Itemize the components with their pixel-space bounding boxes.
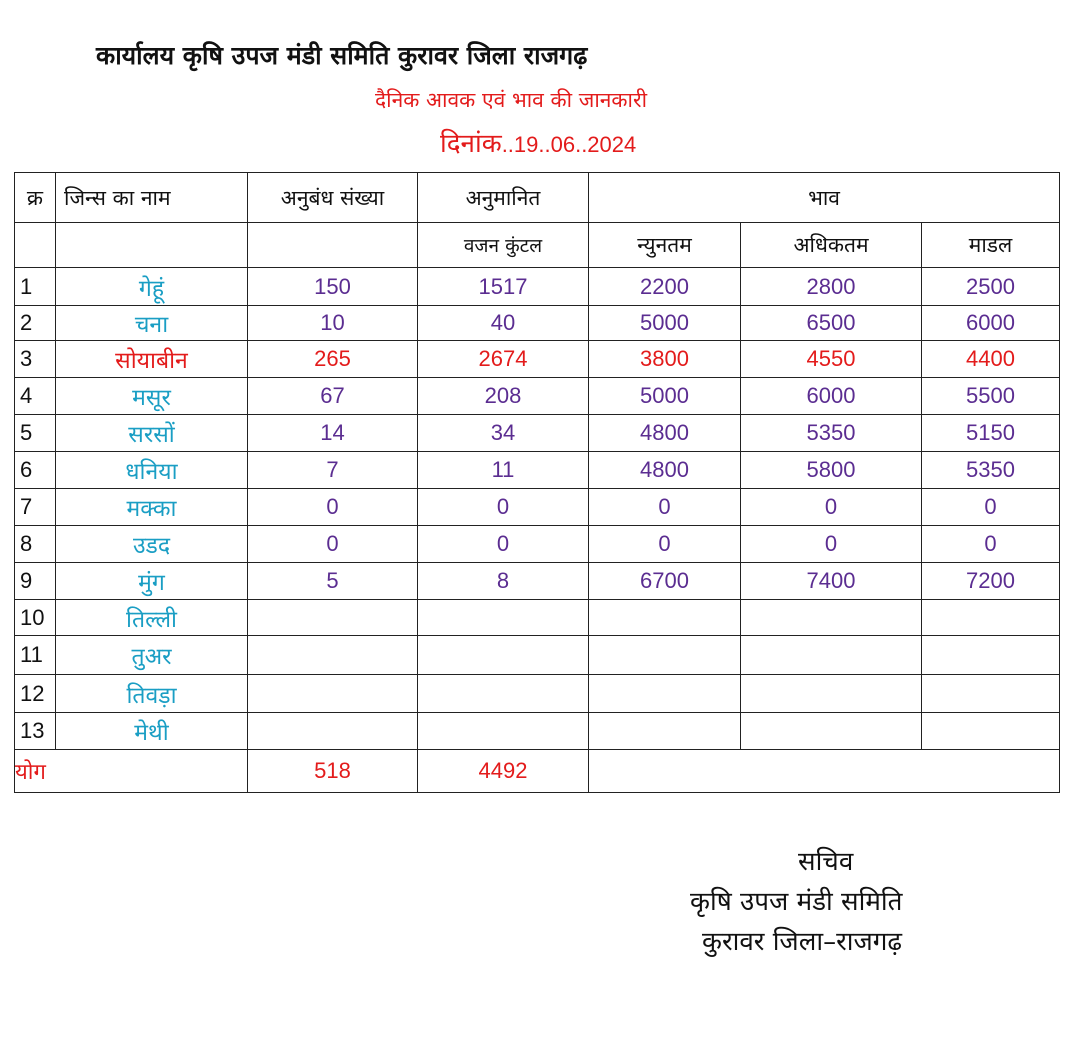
serial-number-cell: 11	[15, 636, 56, 675]
header-empty-cell	[248, 223, 418, 268]
table-row	[15, 341, 1060, 378]
signature-designation: सचिव	[798, 847, 854, 877]
commodity-name-cell: तिल्ली	[56, 600, 248, 636]
contracts-cell	[248, 713, 418, 750]
min-price-cell: 0	[589, 489, 741, 526]
modal-price-cell: 5500	[922, 378, 1060, 415]
header-estimated: अनुमानित	[418, 173, 589, 223]
commodity-name-cell: सरसों	[56, 415, 248, 452]
max-price-cell: 0	[741, 489, 922, 526]
weight-cell: 0	[418, 526, 589, 563]
contracts-cell: 5	[248, 563, 418, 600]
commodity-name-cell: मक्का	[56, 489, 248, 526]
contracts-cell: 0	[248, 526, 418, 563]
header-price-group: भाव	[589, 173, 1060, 223]
min-price-cell: 4800	[589, 415, 741, 452]
modal-price-cell: 6000	[922, 306, 1060, 341]
table-row	[15, 713, 1060, 750]
max-price-cell	[741, 675, 922, 713]
contracts-cell	[248, 600, 418, 636]
table-row	[15, 415, 1060, 452]
modal-price-cell: 2500	[922, 268, 1060, 306]
serial-number-cell: 3	[15, 341, 56, 378]
weight-cell: 0	[418, 489, 589, 526]
date-value: ..19..06..2024	[501, 132, 637, 157]
max-price-cell: 0	[741, 526, 922, 563]
contracts-cell	[248, 636, 418, 675]
contracts-cell	[248, 675, 418, 713]
total-row	[15, 750, 1060, 793]
weight-cell: 208	[418, 378, 589, 415]
max-price-cell: 6000	[741, 378, 922, 415]
contracts-cell: 10	[248, 306, 418, 341]
max-price-cell: 6500	[741, 306, 922, 341]
weight-cell: 11	[418, 452, 589, 489]
total-contracts: 518	[248, 750, 418, 793]
table-row	[15, 636, 1060, 675]
header-empty-cell	[56, 223, 248, 268]
modal-price-cell: 0	[922, 526, 1060, 563]
weight-cell: 40	[418, 306, 589, 341]
min-price-cell: 3800	[589, 341, 741, 378]
min-price-cell	[589, 636, 741, 675]
header-row-1	[15, 173, 1060, 223]
commodity-name-cell: तिवड़ा	[56, 675, 248, 713]
min-price-cell	[589, 675, 741, 713]
modal-price-cell: 5150	[922, 415, 1060, 452]
modal-price-cell: 4400	[922, 341, 1060, 378]
header-contracts: अनुबंध संख्या	[248, 173, 418, 223]
header-row-2	[15, 223, 1060, 268]
report-date	[440, 124, 636, 160]
table-body	[15, 268, 1060, 750]
commodity-name-cell: चना	[56, 306, 248, 341]
contracts-cell: 7	[248, 452, 418, 489]
table-row	[15, 489, 1060, 526]
header-max-price: अधिकतम	[741, 223, 922, 268]
header-modal-price: माडल	[922, 223, 1060, 268]
max-price-cell	[741, 713, 922, 750]
signature-block	[690, 842, 902, 962]
max-price-cell	[741, 636, 922, 675]
report-subtitle: दैनिक आवक एवं भाव की जानकारी	[375, 88, 648, 112]
signature-committee: कृषि उपज मंडी समिति	[690, 887, 903, 917]
serial-number-cell: 9	[15, 563, 56, 600]
modal-price-cell	[922, 675, 1060, 713]
max-price-cell: 4550	[741, 341, 922, 378]
min-price-cell: 2200	[589, 268, 741, 306]
weight-cell	[418, 675, 589, 713]
header-min-price: न्युनतम	[589, 223, 741, 268]
commodity-name-cell: मसूर	[56, 378, 248, 415]
contracts-cell: 14	[248, 415, 418, 452]
modal-price-cell: 0	[922, 489, 1060, 526]
table-row	[15, 675, 1060, 713]
weight-cell	[418, 636, 589, 675]
max-price-cell: 5800	[741, 452, 922, 489]
min-price-cell: 0	[589, 526, 741, 563]
date-label: दिनांक	[440, 129, 502, 159]
serial-number-cell: 5	[15, 415, 56, 452]
modal-price-cell: 7200	[922, 563, 1060, 600]
total-label: योग	[15, 750, 248, 793]
max-price-cell: 5350	[741, 415, 922, 452]
serial-number-cell: 6	[15, 452, 56, 489]
table-row	[15, 378, 1060, 415]
commodity-name-cell: मेथी	[56, 713, 248, 750]
min-price-cell: 6700	[589, 563, 741, 600]
weight-cell: 34	[418, 415, 589, 452]
min-price-cell: 5000	[589, 306, 741, 341]
commodity-name-cell: गेहूं	[56, 268, 248, 306]
table-row	[15, 563, 1060, 600]
serial-number-cell: 13	[15, 713, 56, 750]
max-price-cell: 7400	[741, 563, 922, 600]
max-price-cell: 2800	[741, 268, 922, 306]
table-row	[15, 452, 1060, 489]
total-weight: 4492	[418, 750, 589, 793]
contracts-cell: 265	[248, 341, 418, 378]
commodity-name-cell: धनिया	[56, 452, 248, 489]
min-price-cell	[589, 600, 741, 636]
min-price-cell	[589, 713, 741, 750]
serial-number-cell: 8	[15, 526, 56, 563]
modal-price-cell	[922, 713, 1060, 750]
serial-number-cell: 12	[15, 675, 56, 713]
modal-price-cell	[922, 600, 1060, 636]
serial-number-cell: 4	[15, 378, 56, 415]
contracts-cell: 0	[248, 489, 418, 526]
header-sno: क्र	[15, 173, 56, 223]
table-row	[15, 600, 1060, 636]
office-title: कार्यालय कृषि उपज मंडी समिति कुरावर जिला राजगढ़	[96, 41, 588, 70]
contracts-cell: 67	[248, 378, 418, 415]
table-row	[15, 526, 1060, 563]
min-price-cell: 5000	[589, 378, 741, 415]
max-price-cell	[741, 600, 922, 636]
total-empty-cell	[589, 750, 1060, 793]
arrival-price-table	[14, 172, 1060, 793]
commodity-name-cell: उडद	[56, 526, 248, 563]
serial-number-cell: 1	[15, 268, 56, 306]
serial-number-cell: 7	[15, 489, 56, 526]
commodity-name-cell: सोयाबीन	[56, 341, 248, 378]
modal-price-cell: 5350	[922, 452, 1060, 489]
weight-cell: 1517	[418, 268, 589, 306]
min-price-cell: 4800	[589, 452, 741, 489]
serial-number-cell: 10	[15, 600, 56, 636]
weight-cell	[418, 713, 589, 750]
weight-cell: 2674	[418, 341, 589, 378]
header-commodity: जिन्स का नाम	[56, 173, 248, 223]
weight-cell	[418, 600, 589, 636]
header-weight-quintal: वजन कुंटल	[418, 223, 589, 268]
header-empty-cell	[15, 223, 56, 268]
table-row	[15, 306, 1060, 341]
modal-price-cell	[922, 636, 1060, 675]
contracts-cell: 150	[248, 268, 418, 306]
weight-cell: 8	[418, 563, 589, 600]
signature-place: कुरावर जिला–राजगढ़	[702, 927, 903, 957]
serial-number-cell: 2	[15, 306, 56, 341]
commodity-name-cell: मुंग	[56, 563, 248, 600]
commodity-name-cell: तुअर	[56, 636, 248, 675]
table-row	[15, 268, 1060, 306]
